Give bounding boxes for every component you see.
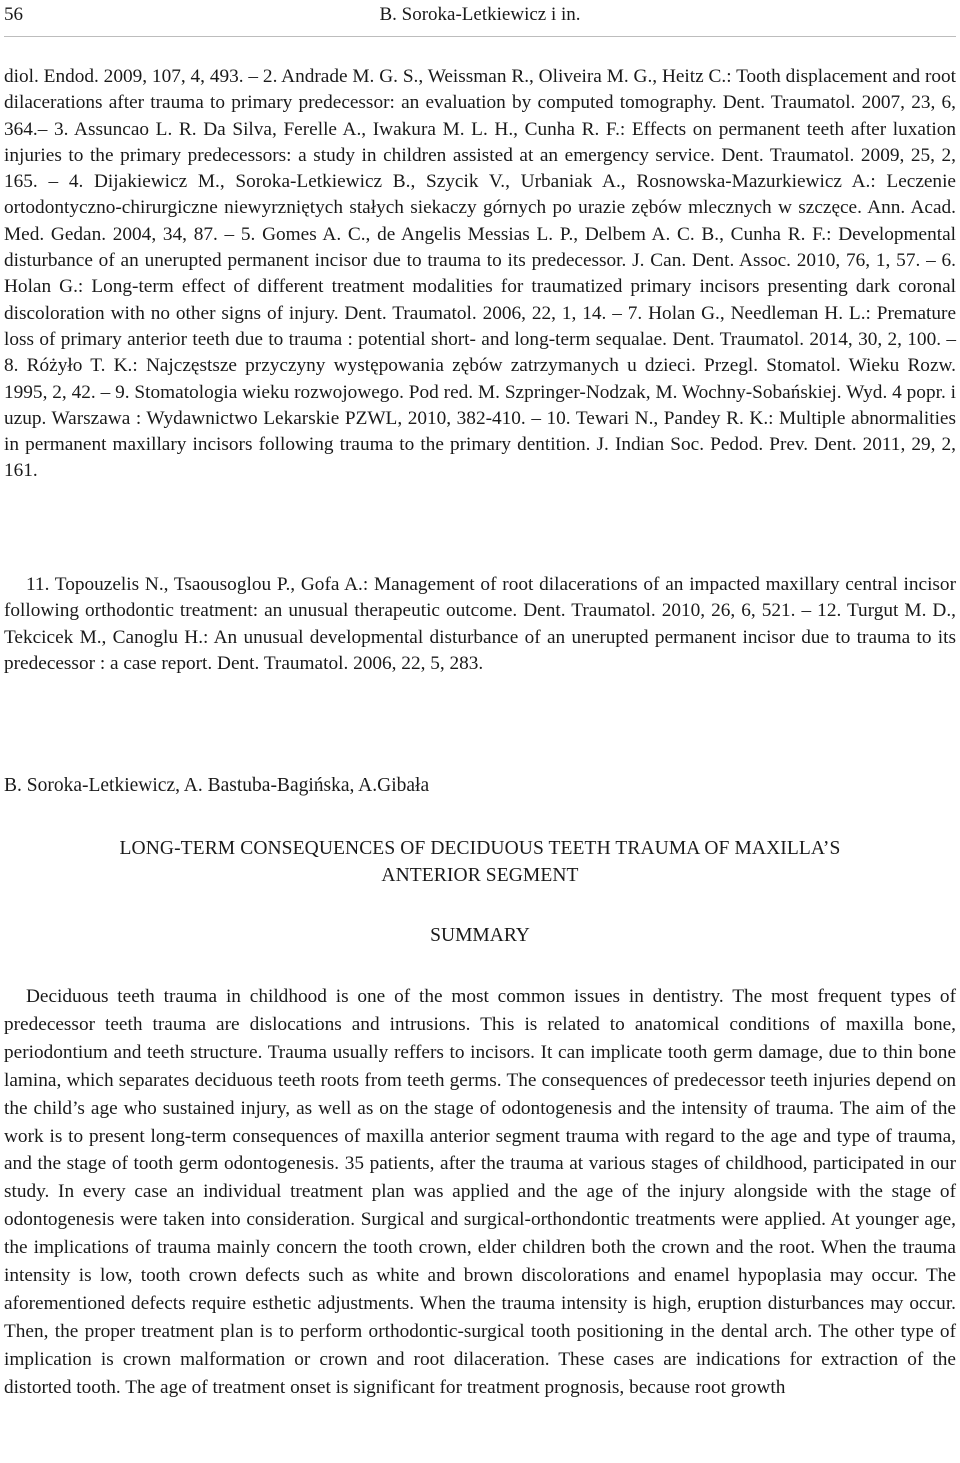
- article-title-line-1: LONG-TERM CONSEQUENCES OF DECIDUOUS TEETH TRAUMA OF MAXILLA’S: [119, 838, 841, 859]
- article-title-line-2: ANTERIOR SEGMENT: [381, 865, 579, 886]
- page-number: 56: [4, 4, 23, 25]
- references-indented: 11. Topouzelis N., Tsaousoglou P., Gofa A.: Management of root dilacerations of an impacted maxillary central incisor following orthodontic treatment: an unusual therapeutic outcome. Dent. Traumatol. 2010, 26, 6, 521. – 12. Turgut M. D., Tekcicek M., Canoglu H.: An unusual developmental disturbance of an unerupted permanent incisor due to trauma to its predecessor : a case report. Dent. Traumatol. 2006, 22, 5, 283.: [4, 574, 956, 674]
- running-header: [4, 2, 956, 32]
- summary-heading: SUMMARY: [430, 925, 530, 946]
- article-authors: B. Soroka-Letkiewicz, A. Bastuba-Bagińska, A.Gibała: [4, 775, 430, 796]
- article-title: [0, 835, 960, 889]
- running-title: B. Soroka-Letkiewicz i in.: [379, 4, 581, 25]
- references-continued: diol. Endod. 2009, 107, 4, 493. – 2. Andrade M. G. S., Weissman R., Oliveira M. G., Heitz C.: Tooth displacement and root dilacerations after trauma to primary predecessor: an evaluation by computed tomography. Dent. Traumatol. 2007, 23, 6, 364.– 3. Assuncao L. R. Da Silva, Ferelle A., Iwakura M. L. H., Cunha R. F.: Effects on permanent teeth after luxation injuries to the primary predecessors: a study in children assisted at an emergency service. Dent. Traumatol. 2009, 25, 2, 165. – 4. Dijakiewicz M., Soroka-Letkiewicz B., Szycik V., Urbaniak A., Rosnowska-Mazurkiewicz A.: Leczenie ortodontyczno-chirurgiczne niewyrzniętych stałych siekaczy górnych po urazie zębów mlecznych w szczęce. Ann. Acad. Med. Gedan. 2004, 34, 87. – 5. Gomes A. C., de Angelis Messias L. P., Delbem A. C. B., Cunha R. F.: Developmental disturbance of an unerupted permanent incisor due to trauma to its predecessor. J. Can. Dent. Assoc. 2010, 76, 1, 57. – 6. Holan G.: Long-term effect of different treatment modalities for traumatized primary incisors presenting dark coronal discoloration with no other signs of injury. Dent. Traumatol. 2006, 22, 1, 14. – 7. Holan G., Needleman H. L.: Premature loss of primary anterior teeth due to trauma : potential short- and long-term sequalae. Dent. Traumatol. 2014, 30, 2, 100. – 8. Różyło T. K.: Najczęstsze przyczyny występowania zębów zatrzymanych u dzieci. Przegl. Stomatol. Wieku Rozw. 1995, 2, 42. – 9. Stomatologia wieku rozwojowego. Pod red. M. Szpringer-Nodzak, M. Wochny-Sobańskiej. Wyd. 4 popr. i uzup. Warszawa : Wydawnictwo Lekarskie PZWL, 2010, 382-410. – 10. Tewari N., Pandey R. K.: Multiple abnormalities in permanent maxillary incisors following trauma to the primary dentition. J. Indian Soc. Pedod. Prev. Dent. 2011, 29, 2, 161.: [4, 66, 956, 482]
- summary-paragraph: Deciduous teeth trauma in childhood is one of the most common issues in dentistry. The most frequent types of predecessor teeth trauma are dislocations and intrusions. This is related to anatomical conditions of maxilla bone, periodontium and teeth structure. Trauma usually reffers to incisors. It can implicate tooth germ damage, due to thin bone lamina, which separates deciduous teeth roots from teeth germs. The consequences of predecessor teeth injuries depend on the child’s age who sustained injury, as well as on the stage of odontogenesis and the intensity of trauma. The aim of the work is to present long-term consequences of maxilla anterior segment trauma with regard to the age and type of trauma, and the stage of tooth germ odontogenesis. 35 patients, after the trauma at various stages of childhood, participated in our study. In every case an individual treatment plan was applied and the age of the injury alongside with the stage of odontogenesis were taken into consideration. Surgical and surgical-orthondontic treatments were applied. At younger age, the implications of trauma mainly concern the tooth crown, elder children both the crown and the root. When the trauma intensity is low, tooth crown defects such as white and brown discolorations and enamel hypoplasia may occur. The aforementioned defects require esthetic adjustments. When the trauma intensity is high, eruption disturbances may occur. Then, the proper treatment plan is to perform orthodontic-surgical tooth positioning in the dental arch. The other type of implication is crown malformation or crown and root dilaceration. These cases are indications for extraction of the distorted tooth. The age of treatment onset is significant for treatment prognosis, because root growth: [4, 986, 956, 1398]
- header-divider: [4, 36, 956, 37]
